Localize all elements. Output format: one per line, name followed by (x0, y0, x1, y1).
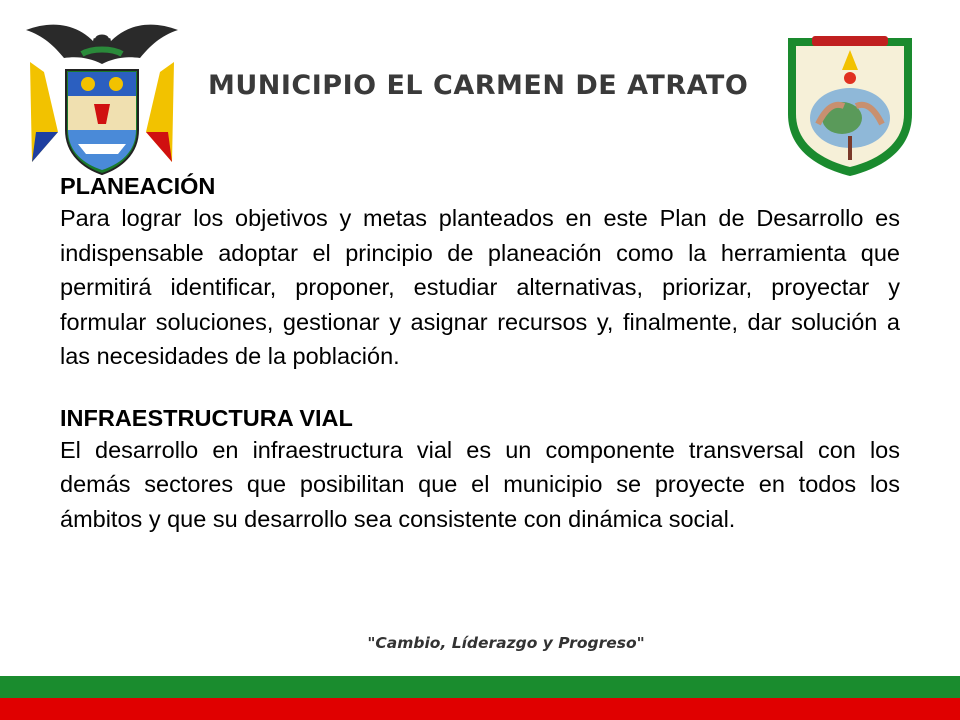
section-heading-planeacion: PLANEACIÓN (60, 173, 216, 199)
flag-band-green (0, 676, 960, 698)
flag-band-red (0, 698, 960, 720)
section-heading-infraestructura-vial: INFRAESTRUCTURA VIAL (60, 404, 353, 431)
flag-band-white (0, 664, 960, 676)
colombia-coat-of-arms-icon (22, 12, 182, 182)
slogan: "Cambio, Líderazgo y Progreso" (367, 634, 645, 652)
section-body-infraestructura-vial: El desarrollo en infraestructura vial es un componente transversal con los demás sectores que posibilitan que el municipio se proyecte en todos los ámbitos y que su desarrollo sea consistente con dinámica social. (60, 436, 900, 532)
content-area (60, 172, 900, 536)
municipality-title: MUNICIPIO EL CARMEN DE ATRATO (208, 70, 749, 101)
section-spacer (60, 374, 900, 404)
municipal-shield-icon (782, 28, 918, 178)
section-body-planeacion: Para lograr los objetivos y metas planteados en este Plan de Desarrollo es indispensable adoptar el principio de planeación como la herramienta que permitirá identificar, proponer, estudiar alternativas, priorizar, proyectar y formular soluciones, gestionar y asignar recursos y, finalmente, dar solución a las necesidades de la población. (60, 205, 900, 369)
